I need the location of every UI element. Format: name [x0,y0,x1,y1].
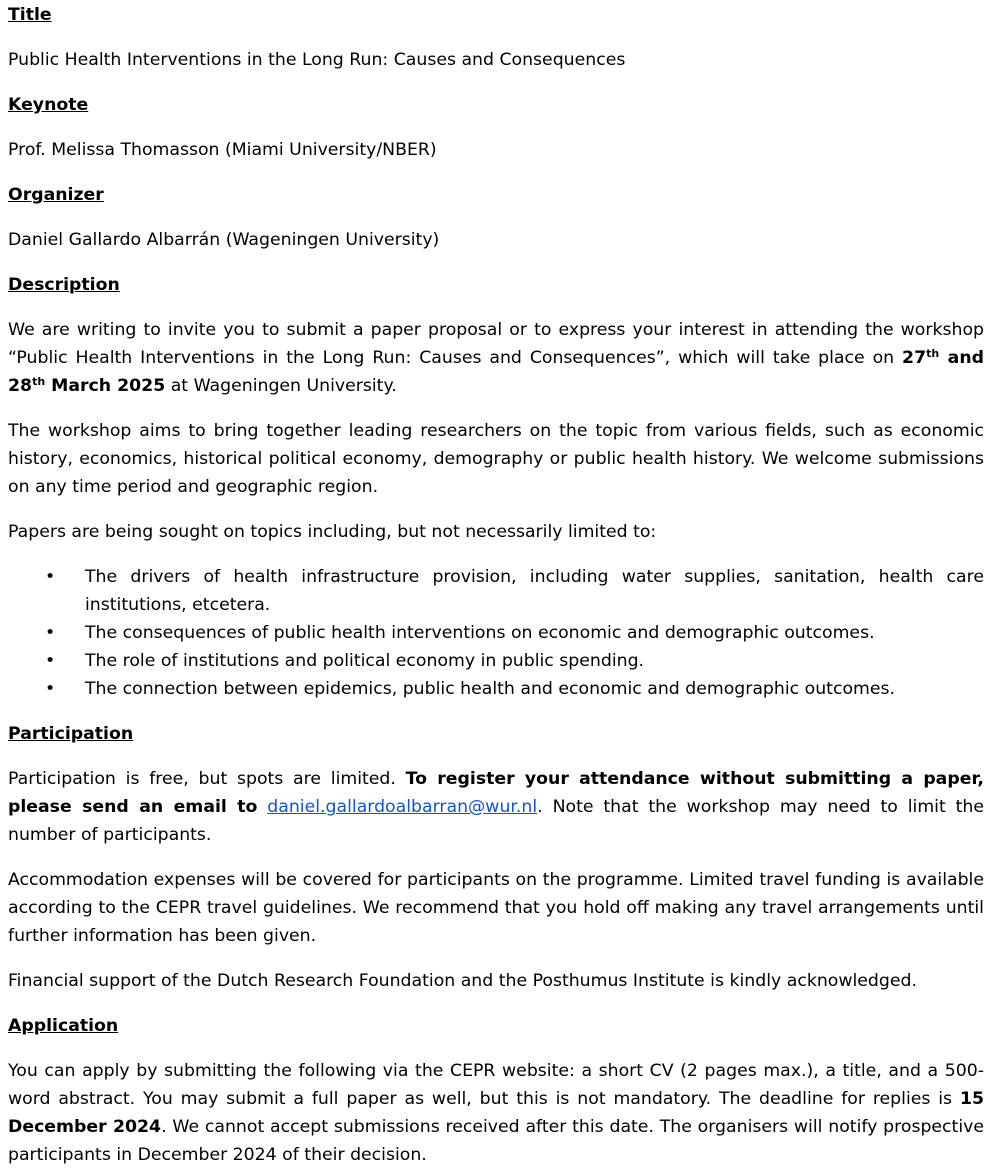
description-paragraph-aims: The workshop aims to bring together leading researchers on the topic from various fields, such as economic history, economics, historical political economy, demography or public health history. We welcome submissions on any time period and geographic region. [8,421,984,497]
bullet-icon: • [45,623,56,643]
organizer-heading: Organizer [8,185,104,205]
bullet-icon: • [45,651,56,671]
topics-list [8,563,984,703]
keynote-text: Prof. Melissa Thomasson (Miami University/NBER) [8,140,437,160]
list-item: • The role of institutions and political economy in public spending. [8,647,984,675]
workshop-dates: 27th and 28th March 2025 [8,347,984,396]
bullet-icon: • [45,567,56,587]
organizer-email-link[interactable]: daniel.gallardoalbarran@wur.nl [267,797,538,817]
bullet-icon: • [45,679,56,699]
description-paragraph-invitation [8,316,984,400]
participation-paragraph-registration: Participation is free, but spots are limited. To register your attendance without submitting a paper, please send an email to daniel.gallardoalbarran@wur.nl. Note that the workshop may need to limit the number of participants. [8,769,984,845]
list-item: • The connection between epidemics, public health and economic and demographic outcomes. [8,675,984,703]
application-paragraph: You can apply by submitting the following via the CEPR website: a short CV (2 pages max.), a title, and a 500-word abstract. You may submit a full paper as well, but this is not mandatory. The deadline for replies is 15 December 2024. We cannot accept submissions received after this date. The organisers will notify prospective participants in December 2024 of their decision. [8,1061,984,1165]
application-heading: Application [8,1016,119,1036]
title-heading: Title [8,5,52,25]
keynote-heading: Keynote [8,95,89,115]
title-text: Public Health Interventions in the Long Run: Causes and Consequences [8,50,626,70]
invitation-text: We are writing to invite you to submit a paper proposal or to express your interest in attending the workshop “Public Health Interventions in the Long Run: Causes and Consequences”, which will take place on [8,320,984,368]
description-heading: Description [8,275,120,295]
registration-instruction: To register your attendance without submitting a paper, please send an email to [8,769,984,817]
participation-paragraph-funding: Financial support of the Dutch Research Foundation and the Posthumus Institute is kindly acknowledged. [8,971,917,991]
deadline-date: 15 December 2024 [8,1089,984,1137]
participation-heading: Participation [8,724,134,744]
venue-text: at Wageningen University. [165,376,397,396]
list-item: • The drivers of health infrastructure provision, including water supplies, sanitation, health care institutions, etcetera. [8,563,984,619]
document-body [8,0,984,1169]
description-paragraph-topics-intro: Papers are being sought on topics including, but not necessarily limited to: [8,522,657,542]
participation-paragraph-accommodation: Accommodation expenses will be covered for participants on the programme. Limited travel funding is available according to the CEPR travel guidelines. We recommend that you hold off making any travel arrangements until further information has been given. [8,870,984,946]
organizer-text: Daniel Gallardo Albarrán (Wageningen University) [8,230,440,250]
list-item: • The consequences of public health interventions on economic and demographic outcomes. [8,619,984,647]
